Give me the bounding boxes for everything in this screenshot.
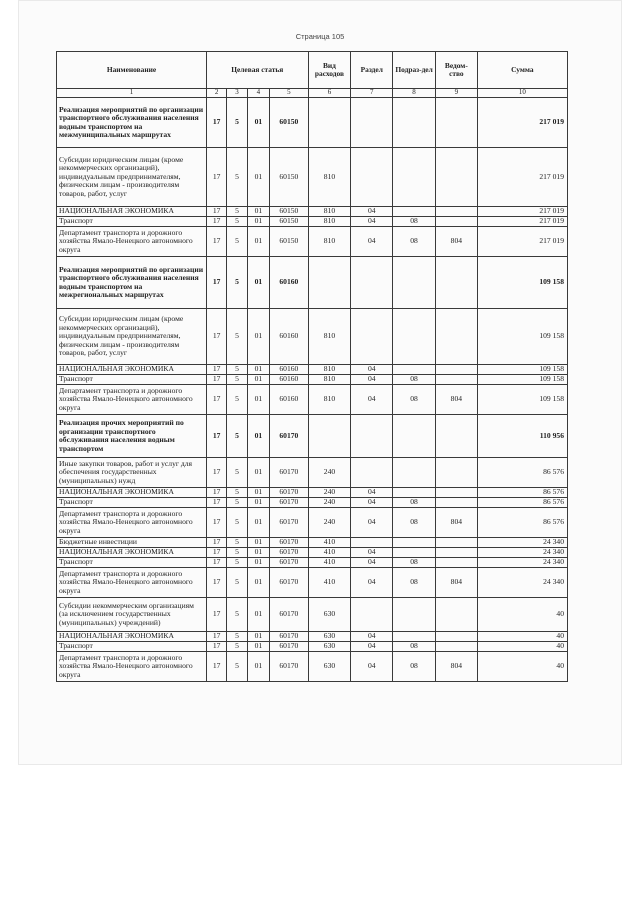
target-code-3: 01 — [247, 148, 270, 207]
summa: 217 019 — [477, 207, 567, 217]
target-code-4: 60150 — [270, 148, 308, 207]
target-code-1: 17 — [207, 632, 227, 642]
row-name: НАЦИОНАЛЬНАЯ ЭКОНОМИКА — [57, 207, 207, 217]
podrazdel — [393, 365, 436, 375]
target-code-2: 5 — [227, 598, 247, 632]
target-code-3: 01 — [247, 538, 270, 548]
table-row — [57, 642, 568, 652]
vid-rashodov: 410 — [308, 538, 351, 548]
table-row — [57, 458, 568, 488]
podrazdel: 08 — [393, 217, 436, 227]
target-code-3: 01 — [247, 365, 270, 375]
target-code-3: 01 — [247, 652, 270, 682]
summa: 217 019 — [477, 98, 567, 148]
row-name: Транспорт — [57, 498, 207, 508]
target-code-1: 17 — [207, 217, 227, 227]
row-name: Реализация мероприятий по организации транспортного обслуживания населения водным транспортом на межмуниципальных маршрутах — [57, 98, 207, 148]
summa: 217 019 — [477, 148, 567, 207]
podrazdel — [393, 458, 436, 488]
index-cell: 5 — [270, 89, 308, 98]
target-code-2: 5 — [227, 642, 247, 652]
vedomstvo — [435, 217, 477, 227]
table-row — [57, 488, 568, 498]
header-row — [57, 52, 568, 89]
vedomstvo — [435, 598, 477, 632]
vid-rashodov: 240 — [308, 508, 351, 538]
summa: 86 576 — [477, 488, 567, 498]
table-row — [57, 375, 568, 385]
header-target: Целевая статья — [207, 52, 309, 89]
target-code-3: 01 — [247, 257, 270, 309]
header-razdel: Раздел — [351, 52, 393, 89]
vid-rashodov: 630 — [308, 642, 351, 652]
target-code-4: 60170 — [270, 488, 308, 498]
page-number: Страница 105 — [295, 32, 345, 41]
target-code-4: 60150 — [270, 217, 308, 227]
target-code-2: 5 — [227, 508, 247, 538]
row-name: Департамент транспорта и дорожного хозяйства Ямало-Ненецкого автономного округа — [57, 568, 207, 598]
vid-rashodov: 810 — [308, 217, 351, 227]
target-code-1: 17 — [207, 385, 227, 415]
index-cell: 6 — [308, 89, 351, 98]
podrazdel — [393, 548, 436, 558]
target-code-1: 17 — [207, 548, 227, 558]
summa: 109 158 — [477, 375, 567, 385]
razdel — [351, 98, 393, 148]
vid-rashodov: 630 — [308, 598, 351, 632]
vedomstvo — [435, 498, 477, 508]
vedomstvo — [435, 98, 477, 148]
target-code-3: 01 — [247, 568, 270, 598]
target-code-4: 60150 — [270, 98, 308, 148]
target-code-1: 17 — [207, 365, 227, 375]
target-code-4: 60150 — [270, 207, 308, 217]
podrazdel — [393, 309, 436, 365]
summa: 109 158 — [477, 257, 567, 309]
table-row — [57, 98, 568, 148]
table-row — [57, 217, 568, 227]
summa: 110 956 — [477, 415, 567, 458]
table-row — [57, 558, 568, 568]
vid-rashodov: 810 — [308, 227, 351, 257]
vid-rashodov: 810 — [308, 309, 351, 365]
vid-rashodov: 810 — [308, 375, 351, 385]
target-code-4: 60170 — [270, 458, 308, 488]
target-code-1: 17 — [207, 498, 227, 508]
vid-rashodov: 410 — [308, 558, 351, 568]
summa: 86 576 — [477, 508, 567, 538]
target-code-4: 60170 — [270, 415, 308, 458]
header-podrazdel: Подраз-дел — [393, 52, 436, 89]
row-name: Департамент транспорта и дорожного хозяйства Ямало-Ненецкого автономного округа — [57, 385, 207, 415]
target-code-4: 60170 — [270, 598, 308, 632]
target-code-2: 5 — [227, 375, 247, 385]
vedomstvo: 804 — [435, 385, 477, 415]
index-cell: 9 — [435, 89, 477, 98]
target-code-4: 60170 — [270, 632, 308, 642]
razdel: 04 — [351, 642, 393, 652]
target-code-4: 60170 — [270, 558, 308, 568]
target-code-3: 01 — [247, 558, 270, 568]
target-code-3: 01 — [247, 207, 270, 217]
razdel: 04 — [351, 632, 393, 642]
vedomstvo: 804 — [435, 508, 477, 538]
target-code-3: 01 — [247, 508, 270, 538]
podrazdel — [393, 148, 436, 207]
row-name: Транспорт — [57, 375, 207, 385]
target-code-1: 17 — [207, 375, 227, 385]
podrazdel: 08 — [393, 642, 436, 652]
podrazdel: 08 — [393, 227, 436, 257]
target-code-2: 5 — [227, 632, 247, 642]
index-cell: 2 — [207, 89, 227, 98]
razdel: 04 — [351, 385, 393, 415]
razdel — [351, 415, 393, 458]
target-code-3: 01 — [247, 488, 270, 498]
target-code-4: 60160 — [270, 257, 308, 309]
podrazdel: 08 — [393, 568, 436, 598]
target-code-3: 01 — [247, 458, 270, 488]
index-cell: 7 — [351, 89, 393, 98]
target-code-4: 60160 — [270, 385, 308, 415]
row-name: НАЦИОНАЛЬНАЯ ЭКОНОМИКА — [57, 548, 207, 558]
podrazdel: 08 — [393, 508, 436, 538]
target-code-1: 17 — [207, 652, 227, 682]
summa: 217 019 — [477, 217, 567, 227]
razdel — [351, 309, 393, 365]
target-code-1: 17 — [207, 227, 227, 257]
target-code-1: 17 — [207, 257, 227, 309]
table-row — [57, 309, 568, 365]
index-cell: 4 — [247, 89, 270, 98]
target-code-2: 5 — [227, 98, 247, 148]
razdel: 04 — [351, 365, 393, 375]
vid-rashodov: 810 — [308, 365, 351, 375]
budget-table — [56, 51, 568, 682]
table-row — [57, 365, 568, 375]
vid-rashodov: 410 — [308, 568, 351, 598]
podrazdel: 08 — [393, 498, 436, 508]
summa: 40 — [477, 652, 567, 682]
podrazdel — [393, 207, 436, 217]
target-code-3: 01 — [247, 385, 270, 415]
vedomstvo — [435, 538, 477, 548]
target-code-3: 01 — [247, 548, 270, 558]
podrazdel: 08 — [393, 652, 436, 682]
row-name: Транспорт — [57, 558, 207, 568]
row-name: Субсидии юридическим лицам (кроме некоммерческих организаций), индивидуальным предпринимателям, физическим лицам - производителям товаров, работ, услуг — [57, 309, 207, 365]
razdel: 04 — [351, 548, 393, 558]
target-code-3: 01 — [247, 227, 270, 257]
row-name: Транспорт — [57, 217, 207, 227]
header-summa: Сумма — [477, 52, 567, 89]
razdel — [351, 458, 393, 488]
summa: 24 340 — [477, 558, 567, 568]
vid-rashodov: 240 — [308, 498, 351, 508]
target-code-2: 5 — [227, 488, 247, 498]
target-code-2: 5 — [227, 148, 247, 207]
target-code-3: 01 — [247, 375, 270, 385]
index-cell: 8 — [393, 89, 436, 98]
index-cell: 10 — [477, 89, 567, 98]
index-row — [57, 89, 568, 98]
summa: 40 — [477, 598, 567, 632]
podrazdel: 08 — [393, 375, 436, 385]
row-name: Реализация прочих мероприятий по организации транспортного обслуживания населения водным транспортом — [57, 415, 207, 458]
table-row — [57, 508, 568, 538]
target-code-1: 17 — [207, 538, 227, 548]
target-code-2: 5 — [227, 652, 247, 682]
row-name: Департамент транспорта и дорожного хозяйства Ямало-Ненецкого автономного округа — [57, 652, 207, 682]
row-name: НАЦИОНАЛЬНАЯ ЭКОНОМИКА — [57, 632, 207, 642]
target-code-3: 01 — [247, 98, 270, 148]
vedomstvo — [435, 415, 477, 458]
target-code-2: 5 — [227, 415, 247, 458]
vedomstvo — [435, 488, 477, 498]
vid-rashodov — [308, 98, 351, 148]
target-code-2: 5 — [227, 227, 247, 257]
target-code-2: 5 — [227, 217, 247, 227]
summa: 86 576 — [477, 458, 567, 488]
summa: 40 — [477, 632, 567, 642]
target-code-4: 60170 — [270, 642, 308, 652]
vid-rashodov: 810 — [308, 148, 351, 207]
podrazdel — [393, 598, 436, 632]
razdel — [351, 538, 393, 548]
target-code-4: 60170 — [270, 652, 308, 682]
header-vid: Вид расходов — [308, 52, 351, 89]
vedomstvo — [435, 642, 477, 652]
vid-rashodov — [308, 415, 351, 458]
table-row — [57, 632, 568, 642]
podrazdel — [393, 488, 436, 498]
razdel: 04 — [351, 217, 393, 227]
table-row — [57, 227, 568, 257]
target-code-4: 60170 — [270, 548, 308, 558]
target-code-3: 01 — [247, 415, 270, 458]
vid-rashodov: 630 — [308, 632, 351, 642]
target-code-1: 17 — [207, 148, 227, 207]
row-name: НАЦИОНАЛЬНАЯ ЭКОНОМИКА — [57, 365, 207, 375]
index-cell: 1 — [57, 89, 207, 98]
target-code-1: 17 — [207, 458, 227, 488]
podrazdel — [393, 415, 436, 458]
target-code-3: 01 — [247, 217, 270, 227]
razdel — [351, 257, 393, 309]
vid-rashodov: 810 — [308, 385, 351, 415]
target-code-3: 01 — [247, 498, 270, 508]
summa: 109 158 — [477, 309, 567, 365]
razdel: 04 — [351, 652, 393, 682]
table-row — [57, 415, 568, 458]
row-name: Департамент транспорта и дорожного хозяйства Ямало-Ненецкого автономного округа — [57, 508, 207, 538]
target-code-3: 01 — [247, 632, 270, 642]
row-name: Транспорт — [57, 642, 207, 652]
target-code-4: 60170 — [270, 508, 308, 538]
vedomstvo: 804 — [435, 227, 477, 257]
table-row — [57, 257, 568, 309]
target-code-2: 5 — [227, 309, 247, 365]
target-code-1: 17 — [207, 415, 227, 458]
summa: 109 158 — [477, 365, 567, 375]
vedomstvo — [435, 365, 477, 375]
razdel: 04 — [351, 488, 393, 498]
table-row — [57, 148, 568, 207]
target-code-2: 5 — [227, 548, 247, 558]
razdel: 04 — [351, 498, 393, 508]
table-row — [57, 538, 568, 548]
table-row — [57, 568, 568, 598]
target-code-1: 17 — [207, 598, 227, 632]
razdel: 04 — [351, 227, 393, 257]
razdel: 04 — [351, 508, 393, 538]
target-code-4: 60170 — [270, 568, 308, 598]
podrazdel — [393, 98, 436, 148]
row-name: НАЦИОНАЛЬНАЯ ЭКОНОМИКА — [57, 488, 207, 498]
row-name: Реализация мероприятий по организации транспортного обслуживания населения водным транспортом на межрегиональных маршрутах — [57, 257, 207, 309]
target-code-2: 5 — [227, 385, 247, 415]
index-cell: 3 — [227, 89, 247, 98]
vedomstvo: 804 — [435, 652, 477, 682]
summa: 24 340 — [477, 548, 567, 558]
table-row — [57, 498, 568, 508]
razdel — [351, 148, 393, 207]
row-name: Субсидии некоммерческим организациям (за исключением государственных (муниципальных) учреждений) — [57, 598, 207, 632]
razdel: 04 — [351, 568, 393, 598]
table-row — [57, 207, 568, 217]
target-code-2: 5 — [227, 568, 247, 598]
vedomstvo — [435, 458, 477, 488]
vedomstvo — [435, 375, 477, 385]
summa: 86 576 — [477, 498, 567, 508]
target-code-1: 17 — [207, 309, 227, 365]
table-row — [57, 548, 568, 558]
row-name: Субсидии юридическим лицам (кроме некоммерческих организаций), индивидуальным предпринимателям, физическим лицам - производителям товаров, работ, услуг — [57, 148, 207, 207]
vid-rashodov: 240 — [308, 488, 351, 498]
target-code-2: 5 — [227, 538, 247, 548]
target-code-1: 17 — [207, 642, 227, 652]
table-body — [57, 98, 568, 682]
target-code-1: 17 — [207, 508, 227, 538]
target-code-2: 5 — [227, 498, 247, 508]
target-code-2: 5 — [227, 558, 247, 568]
target-code-4: 60170 — [270, 538, 308, 548]
target-code-2: 5 — [227, 458, 247, 488]
summa: 24 340 — [477, 538, 567, 548]
target-code-4: 60160 — [270, 309, 308, 365]
vid-rashodov — [308, 257, 351, 309]
target-code-4: 60150 — [270, 227, 308, 257]
header-name: Наименование — [57, 52, 207, 89]
target-code-2: 5 — [227, 257, 247, 309]
vid-rashodov: 240 — [308, 458, 351, 488]
vid-rashodov: 810 — [308, 207, 351, 217]
summa: 24 340 — [477, 568, 567, 598]
podrazdel: 08 — [393, 385, 436, 415]
razdel: 04 — [351, 558, 393, 568]
row-name: Иные закупки товаров, работ и услуг для обеспечения государственных (муниципальных) нужд — [57, 458, 207, 488]
podrazdel — [393, 632, 436, 642]
podrazdel — [393, 538, 436, 548]
vid-rashodov: 630 — [308, 652, 351, 682]
target-code-3: 01 — [247, 642, 270, 652]
razdel: 04 — [351, 375, 393, 385]
target-code-1: 17 — [207, 488, 227, 498]
target-code-4: 60160 — [270, 365, 308, 375]
summa: 217 019 — [477, 227, 567, 257]
vedomstvo — [435, 632, 477, 642]
target-code-2: 5 — [227, 365, 247, 375]
row-name: Бюджетные инвестиции — [57, 538, 207, 548]
table-row — [57, 652, 568, 682]
vedomstvo — [435, 548, 477, 558]
table-row — [57, 598, 568, 632]
podrazdel — [393, 257, 436, 309]
target-code-2: 5 — [227, 207, 247, 217]
summa: 40 — [477, 642, 567, 652]
summa: 109 158 — [477, 385, 567, 415]
razdel — [351, 598, 393, 632]
target-code-4: 60160 — [270, 375, 308, 385]
razdel: 04 — [351, 207, 393, 217]
vedomstvo: 804 — [435, 568, 477, 598]
target-code-3: 01 — [247, 309, 270, 365]
vedomstvo — [435, 148, 477, 207]
vedomstvo — [435, 257, 477, 309]
target-code-3: 01 — [247, 598, 270, 632]
vid-rashodov: 410 — [308, 548, 351, 558]
target-code-1: 17 — [207, 98, 227, 148]
target-code-1: 17 — [207, 207, 227, 217]
podrazdel: 08 — [393, 558, 436, 568]
target-code-1: 17 — [207, 568, 227, 598]
target-code-1: 17 — [207, 558, 227, 568]
vedomstvo — [435, 558, 477, 568]
header-vedomstvo: Ведом-ство — [435, 52, 477, 89]
target-code-4: 60170 — [270, 498, 308, 508]
vedomstvo — [435, 309, 477, 365]
row-name: Департамент транспорта и дорожного хозяйства Ямало-Ненецкого автономного округа — [57, 227, 207, 257]
table-row — [57, 385, 568, 415]
vedomstvo — [435, 207, 477, 217]
